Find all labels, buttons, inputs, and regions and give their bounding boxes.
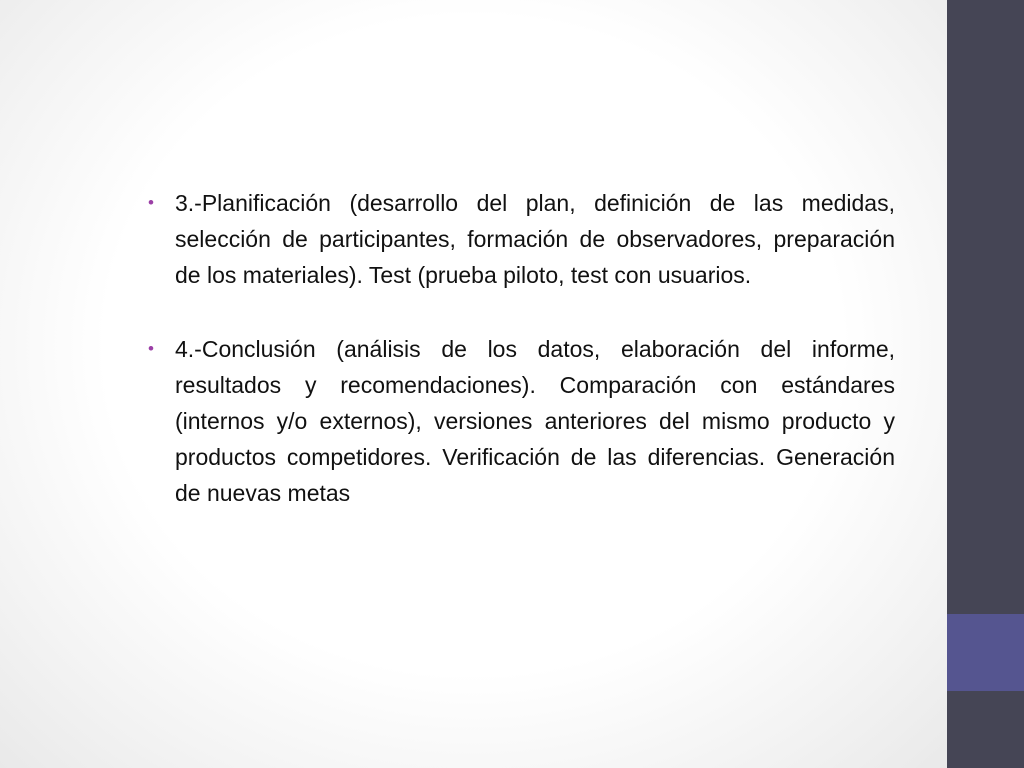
bullet-list	[148, 185, 895, 549]
right-sidebar-band	[947, 0, 1024, 768]
bullet-item-planificacion	[148, 185, 895, 293]
bullet-text: 3.-Planificación (desarrollo del plan, definición de las medidas, selección de participantes, formación de observadores, preparación de los materiales). Test (prueba piloto, test con usuarios.	[175, 190, 895, 288]
bullet-item-conclusion	[148, 331, 895, 511]
bullet-text: 4.-Conclusión (análisis de los datos, elaboración del informe, resultados y recomendaciones). Comparación con estándares (internos y/o externos), versiones anteriores del mismo producto y productos competidores. Verificación de las diferencias. Generación de nuevas metas	[175, 336, 895, 506]
bullet-dot-icon: •	[148, 339, 154, 358]
bullet-dot-icon: •	[148, 193, 154, 212]
sidebar-accent-block	[947, 614, 1024, 691]
